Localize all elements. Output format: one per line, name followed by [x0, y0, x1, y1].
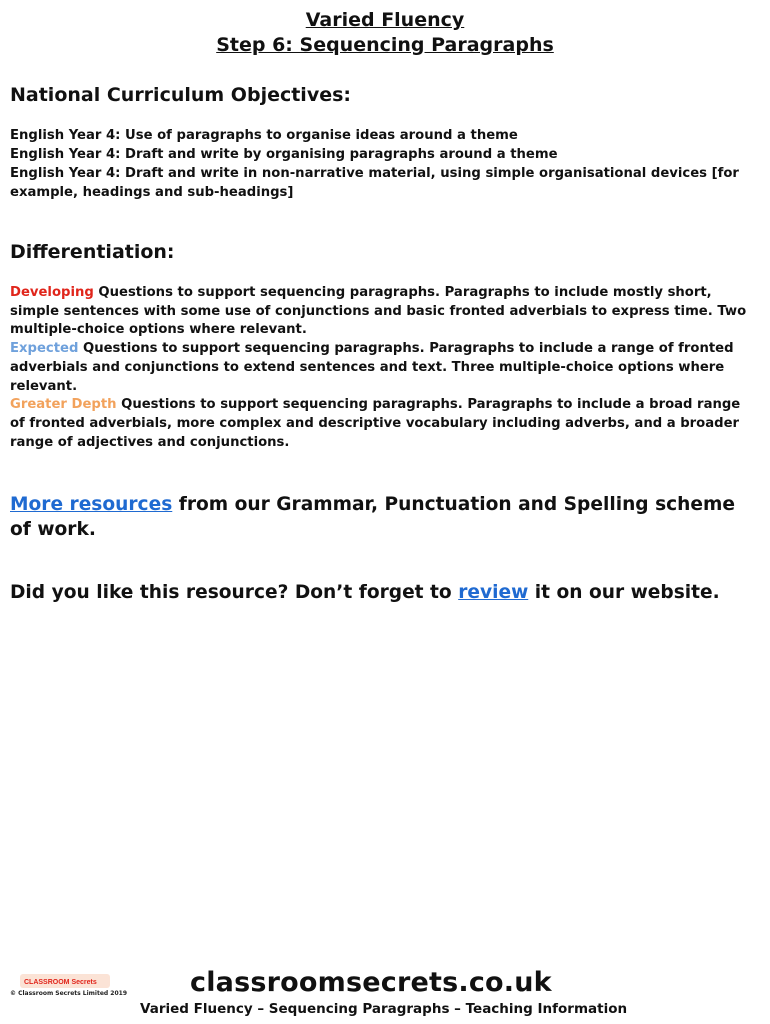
objectives-heading: National Curriculum Objectives: — [10, 84, 351, 106]
objective-item: English Year 4: Draft and write in non-narrative material, using simple organisational devices [for example, headings and sub-headings] — [10, 166, 739, 200]
classroom-secrets-logo — [20, 973, 110, 989]
level-label: Expected — [10, 341, 79, 357]
objectives-list — [10, 126, 755, 202]
resources-text — [10, 492, 755, 542]
review-text — [10, 580, 755, 605]
page-title: Varied Fluency — [305, 9, 465, 31]
level-label: Greater Depth — [10, 397, 117, 413]
level-text: Questions to support sequencing paragraphs. Paragraphs to include a broad range of fronted adverbials, more complex and descriptive vocabulary including adverbs, and a broader range of adjectives and conjunctions. — [10, 397, 741, 450]
more-resources-link[interactable]: More resources — [10, 494, 173, 515]
objective-item: English Year 4: Draft and write by organising paragraphs around a theme — [10, 147, 558, 162]
level-greater-depth — [10, 396, 755, 452]
level-label: Developing — [10, 285, 94, 300]
differentiation-heading: Differentiation: — [10, 241, 175, 263]
review-after: it on our website. — [528, 582, 720, 603]
level-expected — [10, 340, 755, 396]
footer-site: classroomsecrets.co.uk — [190, 967, 552, 998]
footer-subtitle: Varied Fluency – Sequencing Paragraphs – Teaching Information — [140, 1001, 628, 1017]
review-before: Did you like this resource? Don’t forget to — [10, 582, 459, 603]
page-subtitle: Step 6: Sequencing Paragraphs — [216, 34, 554, 56]
level-text: Questions to support sequencing paragraphs. Paragraphs to include mostly short, simple sentences with some use of conjunctions and basic fronted adverbials to express time. Two multiple-choice options where relevant. — [10, 285, 747, 338]
level-developing — [10, 284, 755, 340]
level-text: Questions to support sequencing paragraphs. Paragraphs to include a range of fronted adverbials and conjunctions to extend sentences and text. Three multiple-choice options where relevant. — [10, 341, 734, 394]
review-link[interactable]: review — [458, 582, 529, 603]
objective-item: English Year 4: Use of paragraphs to organise ideas around a theme — [10, 128, 518, 143]
resources-rest: from our Grammar, Punctuation and Spelling scheme of work. — [10, 494, 736, 540]
copyright: © Classroom Secrets Limited 2019 — [10, 990, 127, 997]
differentiation-list — [10, 284, 755, 452]
logo-text: CLASSROOM Secrets — [24, 979, 97, 986]
